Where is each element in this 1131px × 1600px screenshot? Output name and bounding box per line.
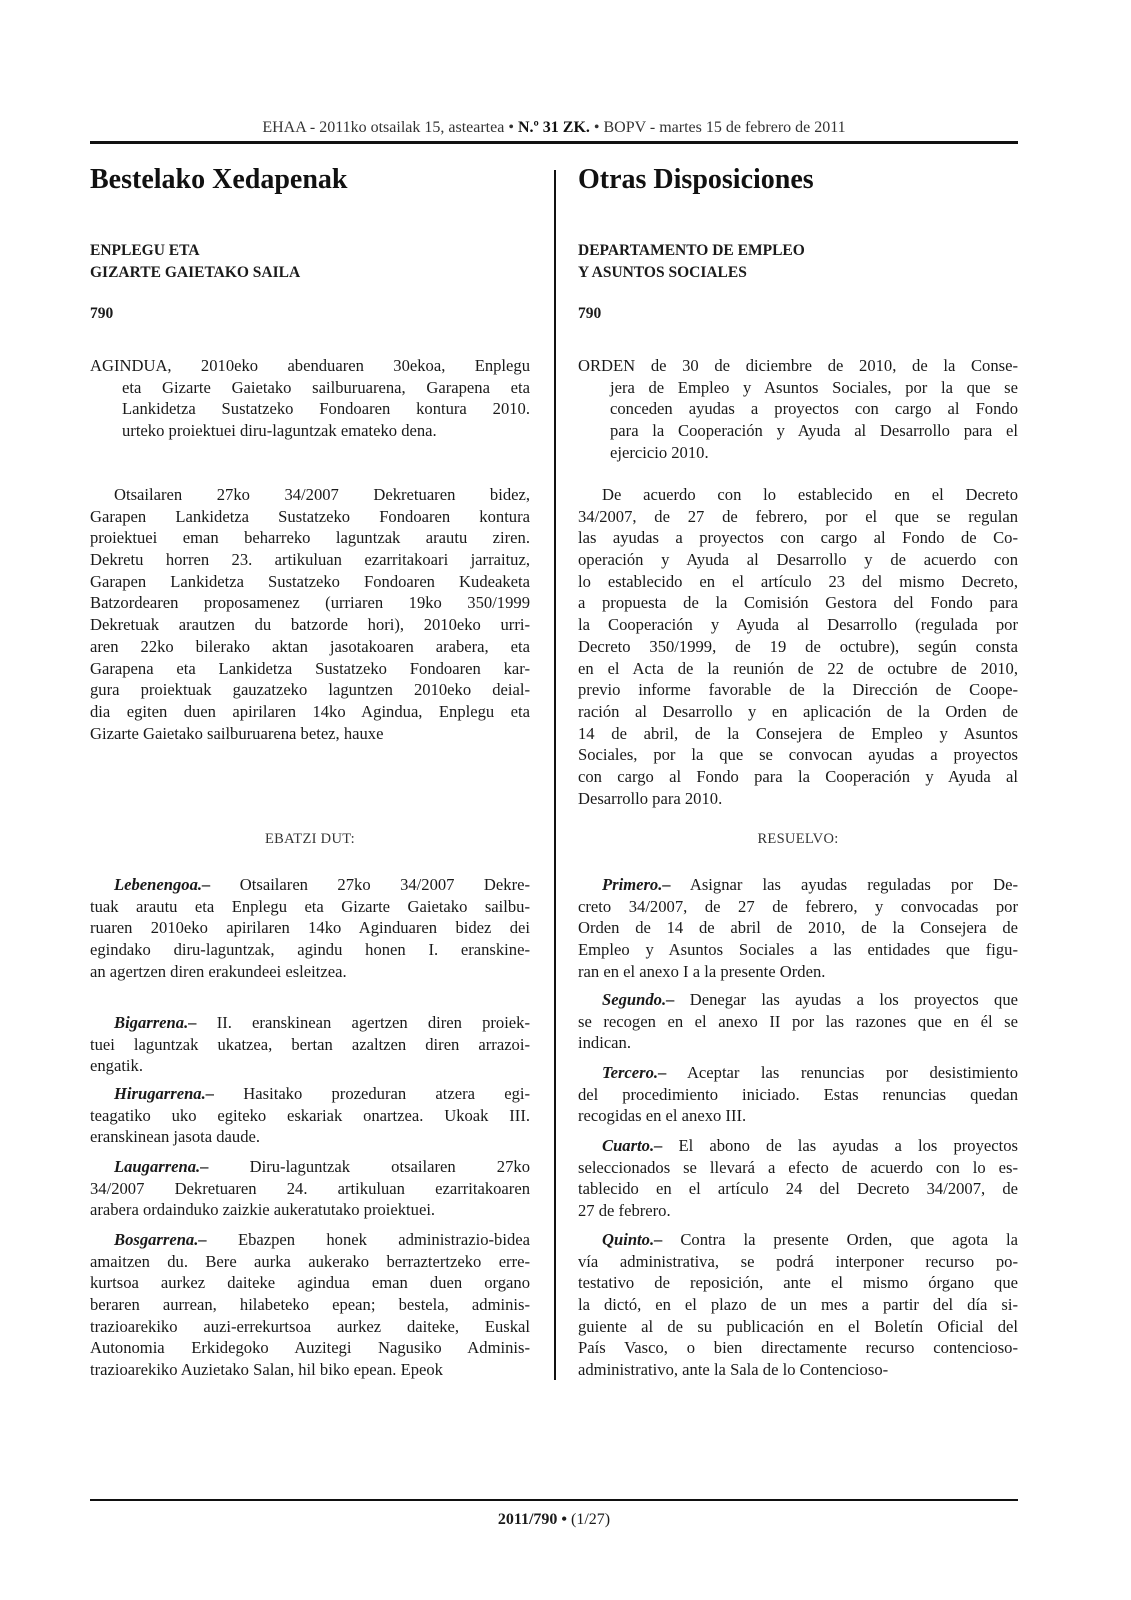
text-line: ORDEN de 30 de diciembre de 2010, de la Conse- [578,356,1018,375]
text-line: 27 de febrero. [578,1201,671,1221]
summary-paragraph [90,355,530,442]
text-line [90,1229,530,1251]
text-line-rest: II. eranskinean agertzen diren proiek- [196,1013,530,1032]
text-line: conceden ayudas a proyectos con cargo al Fondo [610,399,1018,419]
article-lead: Segundo.– [602,990,675,1009]
preamble-paragraph [90,484,530,744]
text-line-rest: Contra la presente Orden, que agota la [662,1230,1018,1249]
text-line: ran en el anexo I a la presente Orden. [578,961,826,981]
text-line [90,1012,530,1034]
text-line: urteko proiektuei diru-laguntzak emateko dena. [122,421,437,441]
text-line: eranskinean jasota daude. [90,1127,261,1147]
article-paragraph [578,874,1018,982]
article-paragraph [90,1156,530,1221]
section-title-spanish: Otras Disposiciones [578,164,814,195]
text-line: De acuerdo con lo establecido en el Decreto [602,485,1018,504]
resolution-heading: EBATZI DUT: [265,831,355,847]
text-line: Dekretuak arautzen du batzorde hori), 2010eko urri- [90,615,530,635]
text-line: engatik. [90,1056,143,1076]
department-spanish [578,240,805,284]
article-lead: Cuarto.– [602,1136,663,1155]
issue-number: N.º 31 ZK. [517,119,590,136]
text-line [578,874,1018,896]
text-line: la dictó, en el plazo de un mes a partir del día si- [578,1295,1018,1315]
text-line-rest: Otsailaren 27ko 34/2007 Dekre- [210,875,530,894]
header-spanish: BOPV - martes 15 de febrero de 2011 [603,119,846,136]
summary-paragraph [578,355,1018,463]
text-line: gura proiektuak gauzatzeko laguntzen 2010eko deial- [90,680,530,700]
article-paragraph [90,1012,530,1077]
text-line: Autonomia Erkidegoko Auzitegi Nagusiko Adminis- [90,1338,530,1358]
text-line: administrativo, ante la Sala de lo Contencioso- [578,1360,889,1380]
text-line: proiektuei eman beharreko laguntzak arautu ziren. [90,528,530,548]
text-line [578,989,1018,1011]
text-line: Gizarte Gaietako sailburuarena betez, hauxe [90,723,384,743]
article-lead: Lebenengoa.– [114,875,211,894]
text-line-rest: El abono de las ayudas a los proyectos [662,1136,1018,1155]
text-line-rest: Aceptar las renuncias por desistimiento [666,1063,1018,1082]
text-line: País Vasco, o bien directamente recurso contencioso- [578,1338,1018,1358]
department-line: ENPLEGU ETA [90,242,200,259]
text-line: beraren aurrean, hilabeteko epean; bestela, adminis- [90,1295,530,1315]
article-paragraph [90,1083,530,1148]
text-line: testativo de reposición, ante el mismo órgano que [578,1273,1018,1293]
text-line [90,1083,530,1105]
text-line: vía administrativa, se podrá interponer recurso po- [578,1251,1018,1271]
text-line: la Cooperación y Ayuda al Desarrollo (regulada por [578,615,1018,635]
article-paragraph [578,989,1018,1054]
article-paragraph [90,1229,530,1381]
department-line: Y ASUNTOS SOCIALES [578,264,747,281]
text-line: del procedimiento iniciado. Estas renuncias quedan [578,1084,1018,1104]
article-lead: Hirugarrena.– [114,1084,215,1103]
text-line: Lankidetza Sustatzeko Fondoaren kontura 2010. [122,399,530,419]
text-line: an agertzen diren erakundeei esleitzea. [90,961,347,981]
text-line: aren 22ko bilerako aktan jasotakoaren arabera, eta [90,636,530,656]
text-line: Otsailaren 27ko 34/2007 Dekretuaren bidez, [114,485,530,504]
text-line: AGINDUA, 2010eko abenduaren 30ekoa, Enplegu [90,356,530,375]
text-line: indican. [578,1033,631,1053]
document-number: 790 [90,305,114,322]
text-line: egindako diru-laguntzak, agindu honen I. eranskine- [90,940,530,960]
article-paragraph [578,1062,1018,1127]
text-line: jera de Empleo y Asuntos Sociales, por la que se [610,377,1018,397]
text-line: recogidas en el anexo III. [578,1106,747,1126]
page-number: (1/27) [571,1511,611,1528]
text-line: Empleo y Asuntos Sociales a las entidades que figu- [578,940,1018,960]
text-line: operación y Ayuda al Desarrollo y de acuerdo con [578,550,1018,570]
article-paragraph [90,874,530,982]
section-title-basque: Bestelako Xedapenak [90,164,348,195]
text-line: se recogen en el anexo II por las razones que en él se [578,1011,1018,1031]
text-line: Garapen Lankidetza Sustatzeko Fondoaren Kudeaketa [90,571,530,591]
article-paragraph [578,1135,1018,1222]
text-line: previo informe favorable de la Dirección de Coope- [578,680,1018,700]
text-line: 34/2007 Dekretuaren 24. artikuluan ezarritakoaren [90,1178,530,1198]
text-line [578,1062,1018,1084]
text-line: las ayudas a proyectos con cargo al Fondo de Co- [578,528,1018,548]
text-line: a propuesta de la Comisión Gestora del Fondo para [578,593,1018,613]
text-line: guiente al de su publicación en el Boletín Oficial del [578,1316,1018,1336]
column-divider [554,170,556,1380]
department-line: GIZARTE GAIETAKO SAILA [90,264,301,281]
text-line: lo establecido en el artículo 23 del mismo Decreto, [578,571,1018,591]
text-line: seleccionados se llevará a efecto de acuerdo con lo es- [578,1157,1018,1177]
header-separator: • [508,119,514,136]
text-line: ración al Desarrollo y en aplicación de la Orden de [578,701,1018,721]
article-lead: Bosgarrena.– [114,1230,207,1249]
text-line [90,1156,530,1178]
page-footer [90,1511,1018,1529]
text-line: Orden de 14 de abril de 2010, de la Consejera de [578,918,1018,938]
text-line: para la Cooperación y Ayuda al Desarrollo para el [610,421,1018,441]
text-line [578,1135,1018,1157]
text-line [90,874,530,896]
header-rule [90,141,1018,144]
text-line: ruaren 2010eko apirilaren 14ko Aginduaren bidez dei [90,918,530,938]
text-line: ejercicio 2010. [610,442,709,462]
text-line: Desarrollo para 2010. [578,788,723,808]
text-line-rest: Asignar las ayudas reguladas por De- [670,875,1018,894]
text-line: Sociales, por la que se convocan ayudas a proyectos [578,745,1018,765]
footer-rule [90,1499,1018,1501]
article-lead: Bigarrena.– [114,1013,197,1032]
article-lead: Quinto.– [602,1230,663,1249]
text-line: Garapena eta Lankidetza Sustatzeko Fondoaren kar- [90,658,530,678]
text-line: dia egiten duen apirilaren 14ko Agindua, Enplegu eta [90,701,530,721]
text-line: creto 34/2007, de 27 de febrero, y convocadas por [578,896,1018,916]
department-basque [90,240,300,284]
text-line-rest: Hasitako prozeduran atzera egi- [214,1084,530,1103]
article-lead: Laugarrena.– [114,1157,209,1176]
text-line: Garapen Lankidetza Sustatzeko Fondoaren kontura [90,506,530,526]
text-line: 14 de abril, de la Consejera de Empleo y Asuntos [578,723,1018,743]
text-line: teagatiko uko egiteko eskariak onartzea. Ukoak III. [90,1105,530,1125]
text-line [578,1229,1018,1251]
text-line: Decreto 350/1999, de 19 de octubre), según consta [578,636,1018,656]
article-paragraph [578,1229,1018,1381]
header-basque: EHAA - 2011ko otsailak 15, asteartea [262,119,505,136]
header-separator: • [593,119,600,136]
text-line: 34/2007, de 27 de febrero, por el que se regulan [578,506,1018,526]
text-line: arabera ordainduko zaizkie aukeratutako proiektuei. [90,1200,436,1220]
running-header [90,119,1018,137]
text-line: en el Acta de la reunión de 22 de octubre de 2010, [578,658,1018,678]
footer-separator: • [561,1511,568,1528]
text-line: trazioarekiko Auzietako Salan, hil biko epean. Epeok [90,1360,443,1380]
document-reference: 2011/790 [497,1511,558,1528]
text-line: amaitzen du. Bere aurka aukerako berraztertzeko erre- [90,1251,530,1271]
article-lead: Tercero.– [602,1063,667,1082]
text-line: eta Gizarte Gaietako sailburuarena, Garapena eta [122,377,530,397]
department-line: DEPARTAMENTO DE EMPLEO [578,242,805,259]
text-line: con cargo al Fondo para la Cooperación y Ayuda al [578,766,1018,786]
text-line: tuak arautu eta Enplegu eta Gizarte Gaietako sailbu- [90,896,530,916]
text-line: Batzordearen proposamenez (urriaren 19ko 350/1999 [90,593,530,613]
text-line: trazioarekiko auzi-errekurtsoa aurkez daiteke, Euskal [90,1316,530,1336]
text-line: tuei laguntzak ukatzea, bertan azaltzen diren arrazoi- [90,1034,530,1054]
text-line-rest: Denegar las ayudas a los proyectos que [674,990,1018,1009]
article-lead: Primero.– [602,875,671,894]
resolution-heading: RESUELVO: [757,831,839,847]
document-number: 790 [578,305,602,322]
text-line-rest: Ebazpen honek administrazio-bidea [206,1230,530,1249]
text-line: Dekretu horren 23. artikuluan ezarritakoari jarraituz, [90,550,530,570]
text-line-rest: Diru-laguntzak otsailaren 27ko [208,1157,530,1176]
text-line: tablecido en el artículo 24 del Decreto 34/2007, de [578,1179,1018,1199]
text-line: kurtsoa aurkez daiteke agindua eman duen organo [90,1273,530,1293]
preamble-paragraph [578,484,1018,809]
